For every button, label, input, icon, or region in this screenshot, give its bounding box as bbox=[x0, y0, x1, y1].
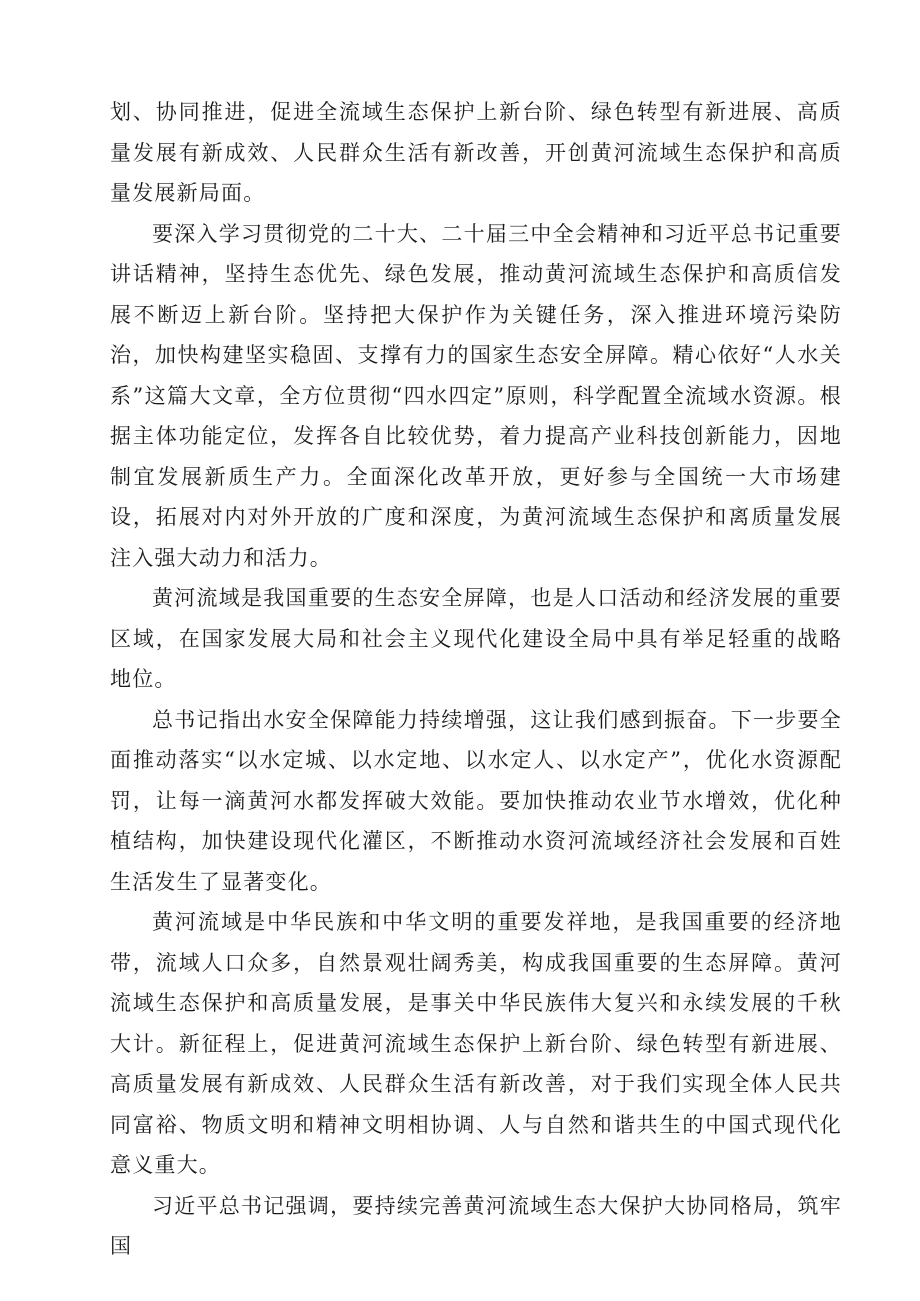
paragraph-study-spirit: 要深入学习贯彻党的二十大、二十届三中全会精神和习近平总书记重要讲话精神，坚持生态优先、绿色发展，推动黄河流域生态保护和高质信发展不断迈上新台阶。坚持把大保护作为关键任务，深入推进环境污染防治，加快构建坚实稳固、支撑有力的国家生态安全屏障。精心依好“人水关系”这篇大文章，全方位贯彻“四水四定”原则，科学配置全流域水资源。根据主体功能定位，发挥各自比较优势，着力提高产业科技创新能力，因地制宜发展新质生产力。全面深化改革开放，更好参与全国统一大市场建设，拓展对内对外开放的广度和深度，为黄河流域生态保护和离质量发展注入强大动力和活力。 bbox=[110, 221, 842, 570]
document-page bbox=[110, 92, 842, 1267]
paragraph-water-security: 总书记指出水安全保障能力持续增强，这让我们感到振奋。下一步要全面推动落实“以水定城、以水定地、以水定人、以水定产”，优化水资源配罚，让每一滴黄河水都发挥破大效能。要加快推动农业节水增效，优化种植结构，加快建设现代化灌区，不断推动水资河流域经济社会发展和百姓生活发生了显著变化。 bbox=[110, 707, 842, 894]
paragraph-continuation: 划、协同推进，促进全流域生态保护上新台阶、绿色转型有新进展、高质量发展有新成效、人民群众生活有新改善，开创黄河流域生态保护和高质量发展新局面。 bbox=[110, 100, 842, 205]
paragraph-ecological-barrier: 黄河流域是我国重要的生态安全屏障，也是人口活动和经济发展的重要区域，在国家发展大局和社会主义现代化建设全局中具有举足轻重的战略地位。 bbox=[110, 586, 842, 691]
paragraph-civilization-cradle: 黄河流域是中华民族和中华文明的重要发祥地，是我国重要的经济地带，流域人口众多，自然景观壮阔秀美，构成我国重要的生态屏障。黄河流域生态保护和高质量发展，是事关中华民族伟大复兴和永续发展的千秋大计。新征程上，促进黄河流域生态保护上新台阶、绿色转型有新进展、高质量发展有新成效、人民群众生活有新改善，对于我们实现全体人民共同富裕、物质文明和精神文明相协调、人与自然和谐共生的中国式现代化意义重大。 bbox=[110, 910, 842, 1177]
paragraph-general-secretary-emphasis: 习近平总书记强调，要持续完善黄河流域生态大保护大协同格局，筑牢国 bbox=[110, 1193, 842, 1258]
